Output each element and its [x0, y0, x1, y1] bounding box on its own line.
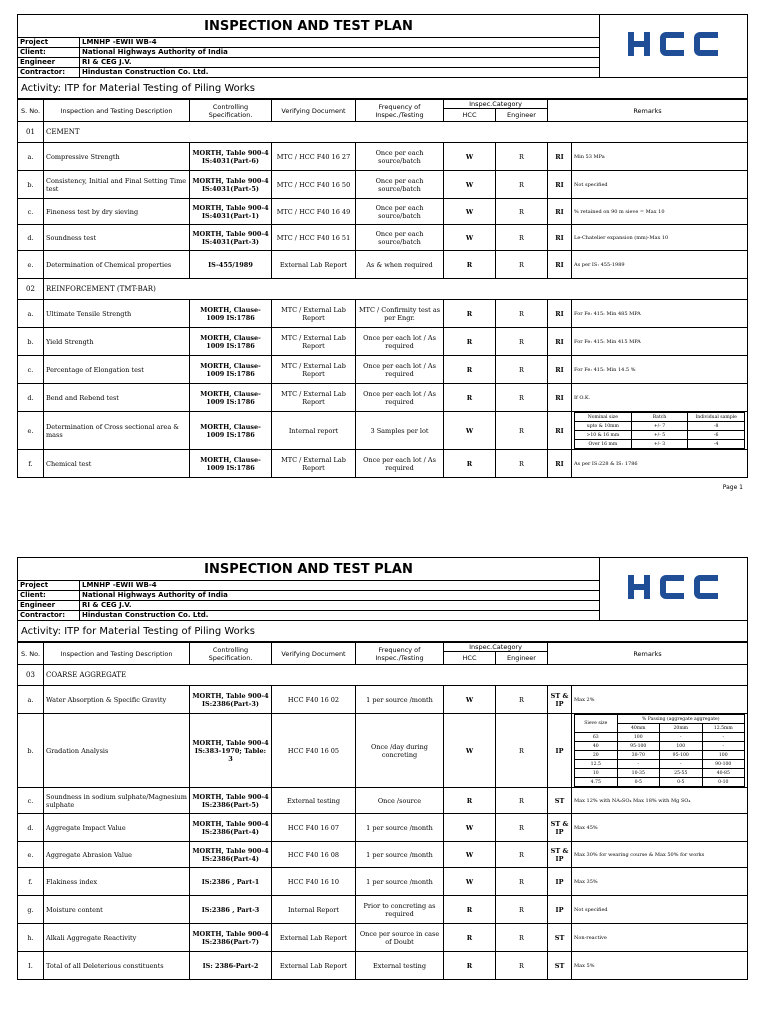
- remarks-table-cell: 0-5: [660, 778, 703, 787]
- verifying-document: HCC F40 16 02: [272, 686, 356, 714]
- row-number: a.: [18, 143, 44, 171]
- col-header-doc: Verifying Document: [272, 643, 356, 665]
- remarks-table-cell: -: [702, 742, 745, 751]
- test-description: Aggregate Abrasion Value: [44, 842, 190, 868]
- test-description: Moisture content: [44, 896, 190, 924]
- test-frequency: Once per each source/batch: [356, 171, 444, 199]
- header-label: Contractor:: [18, 611, 80, 621]
- remarks-table-cell: 30-70: [617, 751, 660, 760]
- verifying-document: MTC / External Lab Report: [272, 450, 356, 478]
- remarks-table-cell: +/- 5: [631, 431, 688, 440]
- col-header-doc: Verifying Document: [272, 100, 356, 122]
- table-row: [18, 251, 748, 279]
- table-row: [18, 384, 748, 412]
- test-frequency: 1 per source /month: [356, 842, 444, 868]
- col-header-spec: Controlling Specification.: [190, 643, 272, 665]
- remarks-table-cell: 10: [575, 769, 618, 778]
- verifying-document: Internal Report: [272, 896, 356, 924]
- remarks-cell: If O.K.: [572, 384, 748, 412]
- verifying-document: MTC / External Lab Report: [272, 384, 356, 412]
- controlling-spec: MORTH, Table 900-4 IS:2386(Part-4): [190, 814, 272, 842]
- header-value: RI & CEG J.V.: [80, 601, 600, 611]
- header-table: [17, 557, 748, 642]
- col-header-freq: Frequency of Inspec./Testing: [356, 643, 444, 665]
- engineer-category: R: [496, 952, 548, 980]
- col-header-hcc: HCC: [444, 652, 496, 665]
- section-number: 02: [18, 279, 44, 300]
- test-description: Bend and Rebend test: [44, 384, 190, 412]
- remarks-table-cell: -: [660, 733, 703, 742]
- controlling-spec: MORTH, Table 900-4 IS:4031(Part-1): [190, 199, 272, 225]
- verifying-document: External Lab Report: [272, 952, 356, 980]
- remarks-table-cell: +/- 3: [631, 440, 688, 449]
- col-header-engineer: Engineer: [496, 109, 548, 122]
- remarks-table-cell: 63: [575, 733, 618, 742]
- table-row: [18, 300, 748, 328]
- verifying-document: HCC F40 16 07: [272, 814, 356, 842]
- document-title: INSPECTION AND TEST PLAN: [18, 15, 600, 38]
- col-header-desc: Inspection and Testing Description: [44, 100, 190, 122]
- header-label: Contractor:: [18, 68, 80, 78]
- remarks-table-cell: 12.5: [575, 760, 618, 769]
- header-label: Client:: [18, 48, 80, 58]
- remarks-table-cell: Over 16 mm: [575, 440, 632, 449]
- table-row: [18, 952, 748, 980]
- header-value: Hindustan Construction Co. Ltd.: [80, 611, 600, 621]
- remarks-table-cell: 100: [702, 751, 745, 760]
- col-header-freq: Frequency of Inspec./Testing: [356, 100, 444, 122]
- test-frequency: 3 Samples per lot: [356, 412, 444, 450]
- test-frequency: Once per each lot / As required: [356, 384, 444, 412]
- col-header-insp: Inspec.Category: [444, 100, 548, 109]
- verifying-document: HCC F40 16 05: [272, 714, 356, 788]
- table-row: [18, 143, 748, 171]
- remarks-table-cell: 95-100: [617, 742, 660, 751]
- remarks-table-cell: 100: [660, 742, 703, 751]
- col-header-desc: Inspection and Testing Description: [44, 643, 190, 665]
- table-row: [18, 199, 748, 225]
- inspection-code: RI: [548, 225, 572, 251]
- row-number: d.: [18, 225, 44, 251]
- remarks-cell: Max 12% with NA₂SO₄ Max 18% with Mg SO₄: [572, 788, 748, 814]
- test-description: Gradation Analysis: [44, 714, 190, 788]
- engineer-category: R: [496, 171, 548, 199]
- itp-table: [17, 99, 748, 478]
- inspection-code: ST: [548, 924, 572, 952]
- verifying-document: Internal report: [272, 412, 356, 450]
- engineer-category: R: [496, 199, 548, 225]
- col-header-remarks: Remarks: [548, 100, 748, 122]
- inspection-code: RI: [548, 199, 572, 225]
- controlling-spec: MORTH, Clause-1009 IS:1786: [190, 412, 272, 450]
- header-value: LMNHP -EWII WB-4: [80, 38, 600, 48]
- header-label: Engineer: [18, 601, 80, 611]
- test-frequency: MTC / Confirmity test as per Engr.: [356, 300, 444, 328]
- test-frequency: Prior to concreting as required: [356, 896, 444, 924]
- engineer-category: R: [496, 412, 548, 450]
- remarks-table-header: 40mm: [617, 724, 660, 733]
- remarks-table-cell: 0-5: [617, 778, 660, 787]
- header-label: Client:: [18, 591, 80, 601]
- remarks-table-header: Nominal size: [575, 413, 632, 422]
- document-title: INSPECTION AND TEST PLAN: [18, 558, 600, 581]
- test-description: Yield Strength: [44, 328, 190, 356]
- remarks-table-cell: +/- 7: [631, 422, 688, 431]
- remarks-cell: [572, 714, 748, 788]
- controlling-spec: MORTH, Table 900-4 IS:383-1970; Table: 3: [190, 714, 272, 788]
- engineer-category: R: [496, 225, 548, 251]
- col-header-insp: Inspec.Category: [444, 643, 548, 652]
- controlling-spec: MORTH, Clause-1009 IS:1786: [190, 450, 272, 478]
- hcc-category: R: [444, 328, 496, 356]
- col-header-spec: Controlling Specification.: [190, 100, 272, 122]
- controlling-spec: MORTH, Table 900-4 IS:4031(Part-5): [190, 171, 272, 199]
- remarks-table-header: Batch: [631, 413, 688, 422]
- row-number: b.: [18, 171, 44, 199]
- hcc-category: W: [444, 842, 496, 868]
- hcc-category: W: [444, 814, 496, 842]
- remarks-table-header: 20mm: [660, 724, 703, 733]
- test-description: Flakiness index: [44, 868, 190, 896]
- verifying-document: HCC F40 16 10: [272, 868, 356, 896]
- test-description: Water Absorption & Specific Gravity: [44, 686, 190, 714]
- remarks-cell: For Fe: 415: Min 415 MPA: [572, 328, 748, 356]
- hcc-category: W: [444, 714, 496, 788]
- inspection-code: IP: [548, 868, 572, 896]
- header-value: Hindustan Construction Co. Ltd.: [80, 68, 600, 78]
- section-number: 01: [18, 122, 44, 143]
- row-number: c.: [18, 788, 44, 814]
- remarks-table-cell: -8: [688, 422, 745, 431]
- inspection-code: RI: [548, 171, 572, 199]
- header-value: LMNHP -EWII WB-4: [80, 581, 600, 591]
- engineer-category: R: [496, 356, 548, 384]
- verifying-document: MTC / External Lab Report: [272, 300, 356, 328]
- header-value: RI & CEG J.V.: [80, 58, 600, 68]
- remarks-table-cell: >10 & 16 mm: [575, 431, 632, 440]
- table-row: [18, 842, 748, 868]
- inspection-code: RI: [548, 300, 572, 328]
- hcc-category: W: [444, 171, 496, 199]
- table-row: [18, 714, 748, 788]
- itp-table: [17, 642, 748, 980]
- verifying-document: HCC F40 16 08: [272, 842, 356, 868]
- section-number: 03: [18, 665, 44, 686]
- engineer-category: R: [496, 300, 548, 328]
- controlling-spec: MORTH, Table 900-4 IS:2386(Part-3): [190, 686, 272, 714]
- test-description: Determination of Cross sectional area & mass: [44, 412, 190, 450]
- col-header-engineer: Engineer: [496, 652, 548, 665]
- remarks-cell: Max 45%: [572, 814, 748, 842]
- hcc-logo-icon: [626, 571, 722, 603]
- remarks-table-cell: 4.75: [575, 778, 618, 787]
- inspection-code: ST & IP: [548, 842, 572, 868]
- page-footer: Page 1: [722, 484, 743, 491]
- remarks-cell: % retained on 90 m sieve = Max 10: [572, 199, 748, 225]
- verifying-document: MTC / HCC F40 16 27: [272, 143, 356, 171]
- engineer-category: R: [496, 384, 548, 412]
- test-description: Alkali Aggregate Reactivity: [44, 924, 190, 952]
- hcc-category: W: [444, 199, 496, 225]
- test-frequency: Once per each lot / As required: [356, 450, 444, 478]
- engineer-category: R: [496, 896, 548, 924]
- inspection-code: RI: [548, 450, 572, 478]
- test-frequency: As & when required: [356, 251, 444, 279]
- test-description: Total of all Deleterious constituents: [44, 952, 190, 980]
- col-header-remarks: Remarks: [548, 643, 748, 665]
- row-number: e.: [18, 251, 44, 279]
- remarks-cell: As per IS:228 & IS: 1786: [572, 450, 748, 478]
- hcc-category: R: [444, 384, 496, 412]
- table-row: [18, 356, 748, 384]
- controlling-spec: IS-455/1989: [190, 251, 272, 279]
- remarks-table-cell: 90-100: [702, 760, 745, 769]
- verifying-document: External Lab Report: [272, 924, 356, 952]
- test-description: Soundness test: [44, 225, 190, 251]
- test-frequency: 1 per source /month: [356, 814, 444, 842]
- remarks-table-cell: 25-55: [660, 769, 703, 778]
- table-row: [18, 868, 748, 896]
- hcc-category: W: [444, 686, 496, 714]
- company-logo: [600, 15, 748, 78]
- inspection-code: IP: [548, 714, 572, 788]
- remarks-cell: For Fe: 415: Min 485 MPA: [572, 300, 748, 328]
- remarks-cell: Le-Chatelier expansion (mm)-Max 10: [572, 225, 748, 251]
- itp-page-1: [17, 14, 747, 491]
- hcc-category: R: [444, 356, 496, 384]
- remarks-table-caption: % Passing (aggregate aggregate): [617, 715, 745, 724]
- test-description: Soundness in sodium sulphate/Magnesium sulphate: [44, 788, 190, 814]
- inspection-code: ST & IP: [548, 686, 572, 714]
- inspection-code: RI: [548, 384, 572, 412]
- remarks-table: [574, 714, 745, 787]
- row-number: b.: [18, 714, 44, 788]
- remarks-table-cell: 20: [575, 751, 618, 760]
- table-row: [18, 225, 748, 251]
- remarks-table-cell: upto & 10mm: [575, 422, 632, 431]
- remarks-table-cell: -: [660, 760, 703, 769]
- engineer-category: R: [496, 143, 548, 171]
- remarks-cell: Max 35%: [572, 868, 748, 896]
- activity-title: Activity: ITP for Material Testing of Piling Works: [18, 78, 748, 99]
- controlling-spec: IS:2386 , Part-3: [190, 896, 272, 924]
- header-label: Project: [18, 581, 80, 591]
- row-number: a.: [18, 686, 44, 714]
- row-number: d.: [18, 384, 44, 412]
- header-value: National Highways Authority of India: [80, 48, 600, 58]
- hcc-category: W: [444, 143, 496, 171]
- test-frequency: 1 per source /month: [356, 868, 444, 896]
- remarks-cell: As per IS: 455-1989: [572, 251, 748, 279]
- hcc-category: W: [444, 225, 496, 251]
- controlling-spec: MORTH, Clause-1009 IS:1786: [190, 356, 272, 384]
- section-title: COARSE AGGREGATE: [44, 665, 748, 686]
- col-header-sno: S. No.: [18, 643, 44, 665]
- test-frequency: Once per each source/batch: [356, 225, 444, 251]
- controlling-spec: MORTH, Table 900-4 IS:4031(Part-3): [190, 225, 272, 251]
- header-value: National Highways Authority of India: [80, 591, 600, 601]
- remarks-table-cell: -4: [688, 440, 745, 449]
- test-frequency: Once per each source/batch: [356, 143, 444, 171]
- inspection-code: IP: [548, 896, 572, 924]
- hcc-category: R: [444, 952, 496, 980]
- inspection-code: RI: [548, 328, 572, 356]
- row-number: g.: [18, 896, 44, 924]
- row-number: c.: [18, 199, 44, 225]
- test-frequency: Once per each source/batch: [356, 199, 444, 225]
- inspection-code: ST: [548, 788, 572, 814]
- remarks-cell: Max 5%: [572, 952, 748, 980]
- test-frequency: Once /day during concreting: [356, 714, 444, 788]
- table-row: [18, 896, 748, 924]
- hcc-category: R: [444, 450, 496, 478]
- row-number: a.: [18, 300, 44, 328]
- test-description: Fineness test by dry sieving: [44, 199, 190, 225]
- inspection-code: RI: [548, 356, 572, 384]
- header-label: Engineer: [18, 58, 80, 68]
- remarks-cell: Min 53 MPa: [572, 143, 748, 171]
- remarks-table-cell: 100: [617, 733, 660, 742]
- remarks-table-cell: -6: [688, 431, 745, 440]
- remarks-cell: [572, 412, 748, 450]
- inspection-code: RI: [548, 412, 572, 450]
- controlling-spec: MORTH, Table 900-4 IS:2386(Part-4): [190, 842, 272, 868]
- remarks-table-header: Sieve size: [575, 715, 618, 733]
- test-description: Determination of Chemical properties: [44, 251, 190, 279]
- controlling-spec: MORTH, Clause-1009 IS:1786: [190, 328, 272, 356]
- table-row: [18, 814, 748, 842]
- row-number: I.: [18, 952, 44, 980]
- itp-page-2: [17, 557, 747, 980]
- remarks-table-cell: 10-35: [617, 769, 660, 778]
- activity-title: Activity: ITP for Material Testing of Piling Works: [18, 621, 748, 642]
- row-number: d.: [18, 814, 44, 842]
- hcc-category: W: [444, 412, 496, 450]
- hcc-category: W: [444, 868, 496, 896]
- col-header-sno: S. No.: [18, 100, 44, 122]
- test-description: Percentage of Elongation test: [44, 356, 190, 384]
- verifying-document: External Lab Report: [272, 251, 356, 279]
- hcc-category: R: [444, 300, 496, 328]
- inspection-code: RI: [548, 143, 572, 171]
- col-header-hcc: HCC: [444, 109, 496, 122]
- test-frequency: Once per source in case of Doubt: [356, 924, 444, 952]
- engineer-category: R: [496, 788, 548, 814]
- controlling-spec: MORTH, Clause-1009 IS:1786: [190, 300, 272, 328]
- remarks-table: [574, 412, 745, 449]
- engineer-category: R: [496, 714, 548, 788]
- table-row: [18, 450, 748, 478]
- test-description: Ultimate Tensile Strength: [44, 300, 190, 328]
- section-title: CEMENT: [44, 122, 748, 143]
- hcc-category: R: [444, 251, 496, 279]
- controlling-spec: MORTH, Table 900-4 IS:2386(Part-5): [190, 788, 272, 814]
- remarks-cell: Max 30% for wearing course & Max 50% for works: [572, 842, 748, 868]
- row-number: e.: [18, 412, 44, 450]
- remarks-table-cell: 95-100: [660, 751, 703, 760]
- controlling-spec: IS: 2386-Part-2: [190, 952, 272, 980]
- verifying-document: External testing: [272, 788, 356, 814]
- remarks-table-header: Individual sample: [688, 413, 745, 422]
- remarks-cell: Non-reactive: [572, 924, 748, 952]
- engineer-category: R: [496, 924, 548, 952]
- engineer-category: R: [496, 868, 548, 896]
- verifying-document: MTC / HCC F40 16 50: [272, 171, 356, 199]
- verifying-document: MTC / External Lab Report: [272, 328, 356, 356]
- table-row: [18, 171, 748, 199]
- test-description: Aggregate Impact Value: [44, 814, 190, 842]
- hcc-category: R: [444, 896, 496, 924]
- engineer-category: R: [496, 328, 548, 356]
- remarks-table-cell: -: [617, 760, 660, 769]
- engineer-category: R: [496, 686, 548, 714]
- controlling-spec: MORTH, Clause-1009 IS:1786: [190, 384, 272, 412]
- inspection-code: ST & IP: [548, 814, 572, 842]
- table-row: [18, 788, 748, 814]
- remarks-cell: Not specified: [572, 171, 748, 199]
- row-number: f.: [18, 868, 44, 896]
- controlling-spec: MORTH, Table 900-4 IS:2386(Part-7): [190, 924, 272, 952]
- remarks-cell: Max 2%: [572, 686, 748, 714]
- remarks-table-cell: -: [702, 733, 745, 742]
- row-number: c.: [18, 356, 44, 384]
- test-frequency: Once per each lot / As required: [356, 328, 444, 356]
- verifying-document: MTC / HCC F40 16 49: [272, 199, 356, 225]
- header-table: [17, 14, 748, 99]
- hcc-logo-icon: [626, 28, 722, 60]
- test-frequency: Once /source: [356, 788, 444, 814]
- controlling-spec: MORTH, Table 900-4 IS:4031(Part-6): [190, 143, 272, 171]
- test-frequency: 1 per source /month: [356, 686, 444, 714]
- remarks-table-cell: 40-85: [702, 769, 745, 778]
- verifying-document: MTC / External Lab Report: [272, 356, 356, 384]
- hcc-category: R: [444, 924, 496, 952]
- table-row: [18, 686, 748, 714]
- table-row: [18, 328, 748, 356]
- verifying-document: MTC / HCC F40 16 51: [272, 225, 356, 251]
- test-description: Compressive Strength: [44, 143, 190, 171]
- row-number: h.: [18, 924, 44, 952]
- remarks-cell: For Fe: 415: Min 14.5 %: [572, 356, 748, 384]
- table-row: [18, 412, 748, 450]
- inspection-code: ST: [548, 952, 572, 980]
- controlling-spec: IS:2386 , Part-1: [190, 868, 272, 896]
- remarks-cell: Not specified: [572, 896, 748, 924]
- row-number: e.: [18, 842, 44, 868]
- test-description: Chemical test: [44, 450, 190, 478]
- section-title: REINFORCEMENT (TMT-BAR): [44, 279, 748, 300]
- row-number: b.: [18, 328, 44, 356]
- inspection-code: RI: [548, 251, 572, 279]
- remarks-table-cell: 40: [575, 742, 618, 751]
- header-label: Project: [18, 38, 80, 48]
- engineer-category: R: [496, 814, 548, 842]
- remarks-table-cell: 0-10: [702, 778, 745, 787]
- engineer-category: R: [496, 450, 548, 478]
- engineer-category: R: [496, 842, 548, 868]
- company-logo: [600, 558, 748, 621]
- remarks-table-header: 12.5mm: [702, 724, 745, 733]
- hcc-category: R: [444, 788, 496, 814]
- row-number: f.: [18, 450, 44, 478]
- test-frequency: Once per each lot / As required: [356, 356, 444, 384]
- test-description: Consistency, Initial and Final Setting Time test: [44, 171, 190, 199]
- table-row: [18, 924, 748, 952]
- engineer-category: R: [496, 251, 548, 279]
- test-frequency: External testing: [356, 952, 444, 980]
